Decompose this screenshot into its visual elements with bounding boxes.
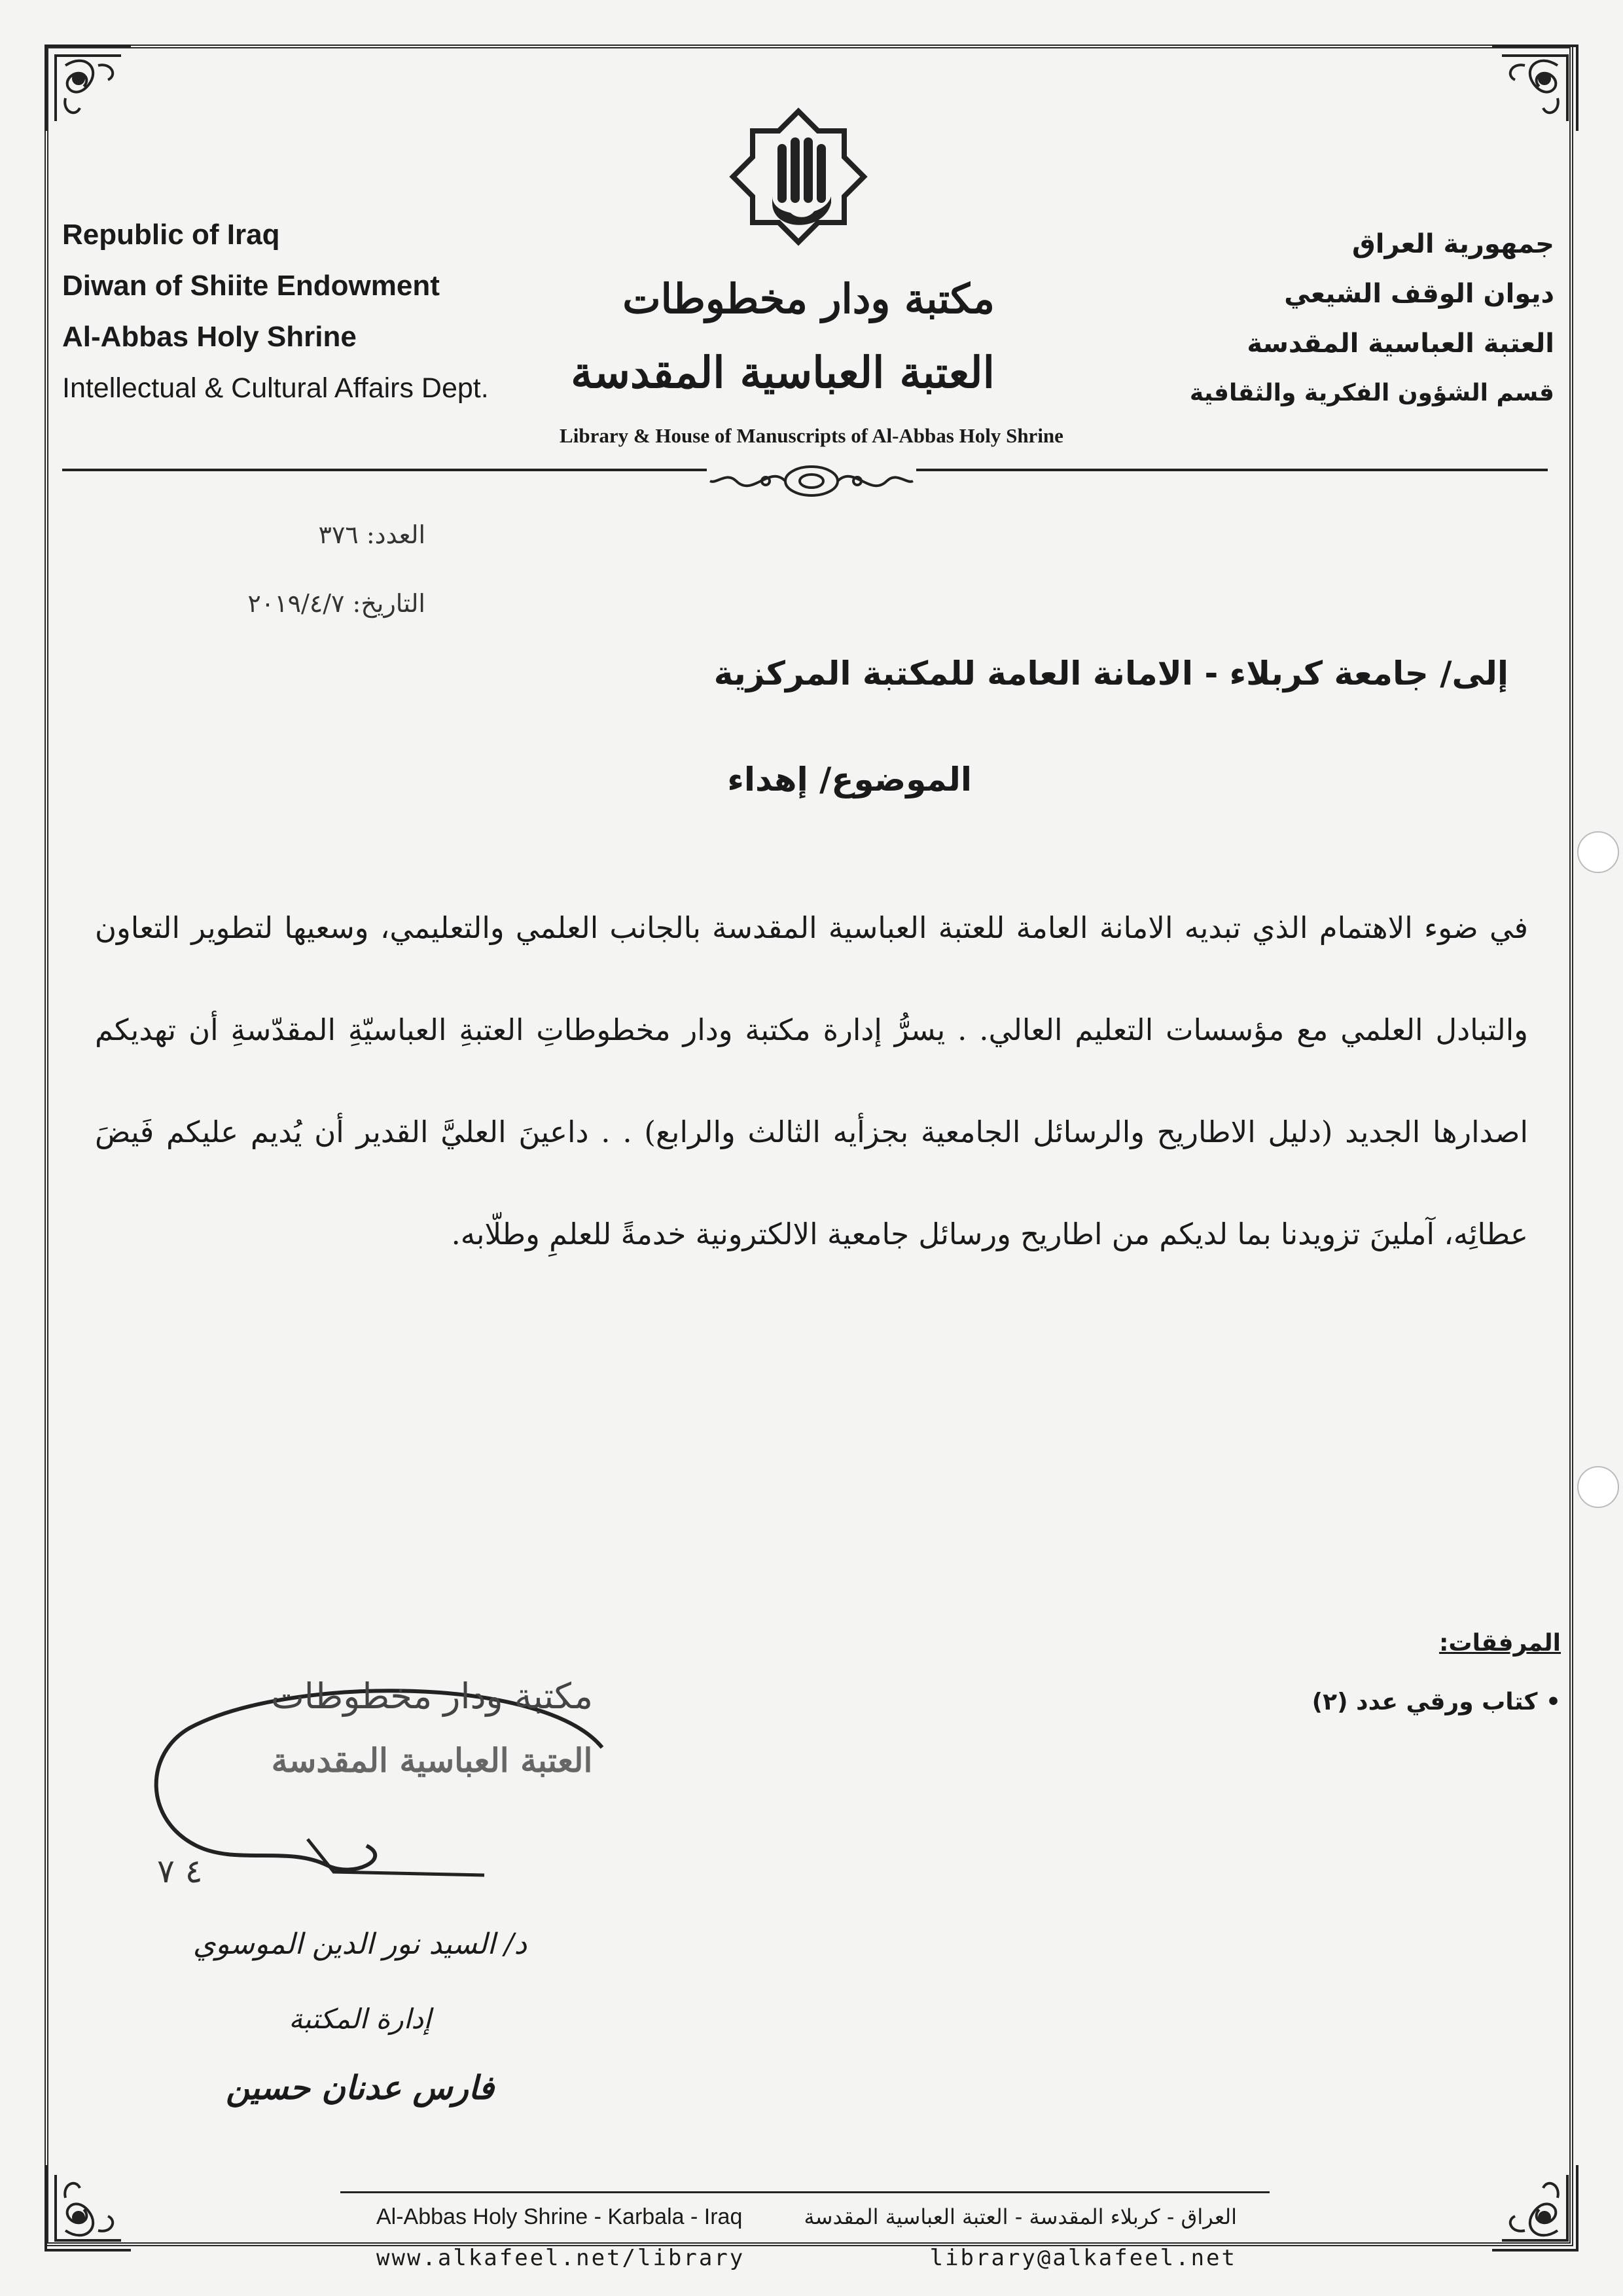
reference-date: التاريخ: ٢٠١٩/٤/٧	[247, 589, 425, 618]
header-en-diwan: Diwan of Shiite Endowment	[62, 270, 440, 302]
stamp-text-line2: العتبة العباسية المقدسة	[271, 1741, 593, 1780]
footer-divider	[340, 2191, 1270, 2193]
header-ar-shrine: العتبة العباسية المقدسة	[1247, 329, 1554, 359]
footer-address-english: Al-Abbas Holy Shrine - Karbala - Iraq	[376, 2204, 743, 2229]
header-en-dept: Intellectual & Cultural Affairs Dept.	[62, 372, 489, 404]
letter-body: في ضوء الاهتمام الذي تبديه الامانة العامة للعتبة العباسية المقدسة بالجانب العلمي والتعليمي، وسعيها لتطوير التعاون والتبادل العلمي مع مؤسسات التعليم العالي. . يسرُّ إدارة مكتبة ودار مخطوطاتِ العتبةِ العباسيّةِ المقدّسةِ أن تهديكم اصدارها الجديد (دليل الاطاريح والرسائل الجامعية بجزأيه الثالث والرابع) . . داعينَ العليَّ القدير أن يُديم عليكم فَيضَ عطائِه، آملينَ تزويدنا بما لديكم من اطاريح ورسائل جامعية الالكترونية خدمةً للعلمِ وطلّابه.	[95, 910, 1528, 1251]
punch-hole	[1577, 831, 1619, 873]
stamp-handwritten-mark: ٤ ٧	[157, 1852, 203, 1890]
header-english	[62, 209, 560, 414]
footer-address-arabic: العراق - كربلاء المقدسة - العتبة العباسية المقدسة	[804, 2204, 1237, 2229]
header-en-shrine: Al-Abbas Holy Shrine	[62, 321, 357, 353]
corner-ornament-bottom-right	[1486, 2159, 1584, 2257]
signatory-name: د/ السيد نور الدين الموسوي	[192, 1928, 527, 1961]
signatory-role: إدارة المكتبة	[289, 2003, 431, 2035]
attachments-title: المرفقات:	[1439, 1630, 1561, 1657]
reference-number: العدد: ٣٧٦	[318, 520, 425, 549]
corner-ornament-top-right	[1486, 39, 1584, 137]
header-ar-dept: قسم الشؤون الفكرية والثقافية	[1189, 380, 1554, 406]
header-en-country: Republic of Iraq	[62, 219, 280, 251]
header-arabic	[1135, 219, 1554, 418]
recipient-line: إلى/ جامعة كربلاء - الامانة العامة للمكتبة المركزية	[713, 655, 1508, 692]
attachment-item: • كتاب ورقي عدد (٢)	[1311, 1689, 1561, 1715]
header-ar-country: جمهورية العراق	[1351, 229, 1554, 259]
divider-ornament-icon	[707, 458, 916, 504]
footer-email[interactable]: library@alkafeel.net	[929, 2245, 1237, 2271]
library-stamp	[118, 1649, 628, 1931]
footer-website[interactable]: www.alkafeel.net/library	[376, 2245, 745, 2271]
shrine-logo-icon	[726, 105, 870, 262]
punch-hole	[1577, 1466, 1619, 1508]
stamp-text-line1: مكتبة ودار مخطوطات	[270, 1676, 594, 1717]
logo-calligraphy-line2: العتبة العباسية المقدسة	[571, 347, 995, 398]
corner-ornament-top-left	[39, 39, 137, 137]
logo-calligraphy-line1: مكتبة ودار مخطوطات	[622, 275, 995, 323]
corner-ornament-bottom-left	[39, 2159, 137, 2257]
library-name-english: Library & House of Manuscripts of Al-Abbas Holy Shrine	[560, 424, 1063, 447]
subject-line: الموضوع/ إهداء	[727, 761, 972, 798]
header-ar-diwan: ديوان الوقف الشيعي	[1284, 279, 1554, 309]
handwritten-signature: فارس عدنان حسين	[226, 2068, 494, 2107]
